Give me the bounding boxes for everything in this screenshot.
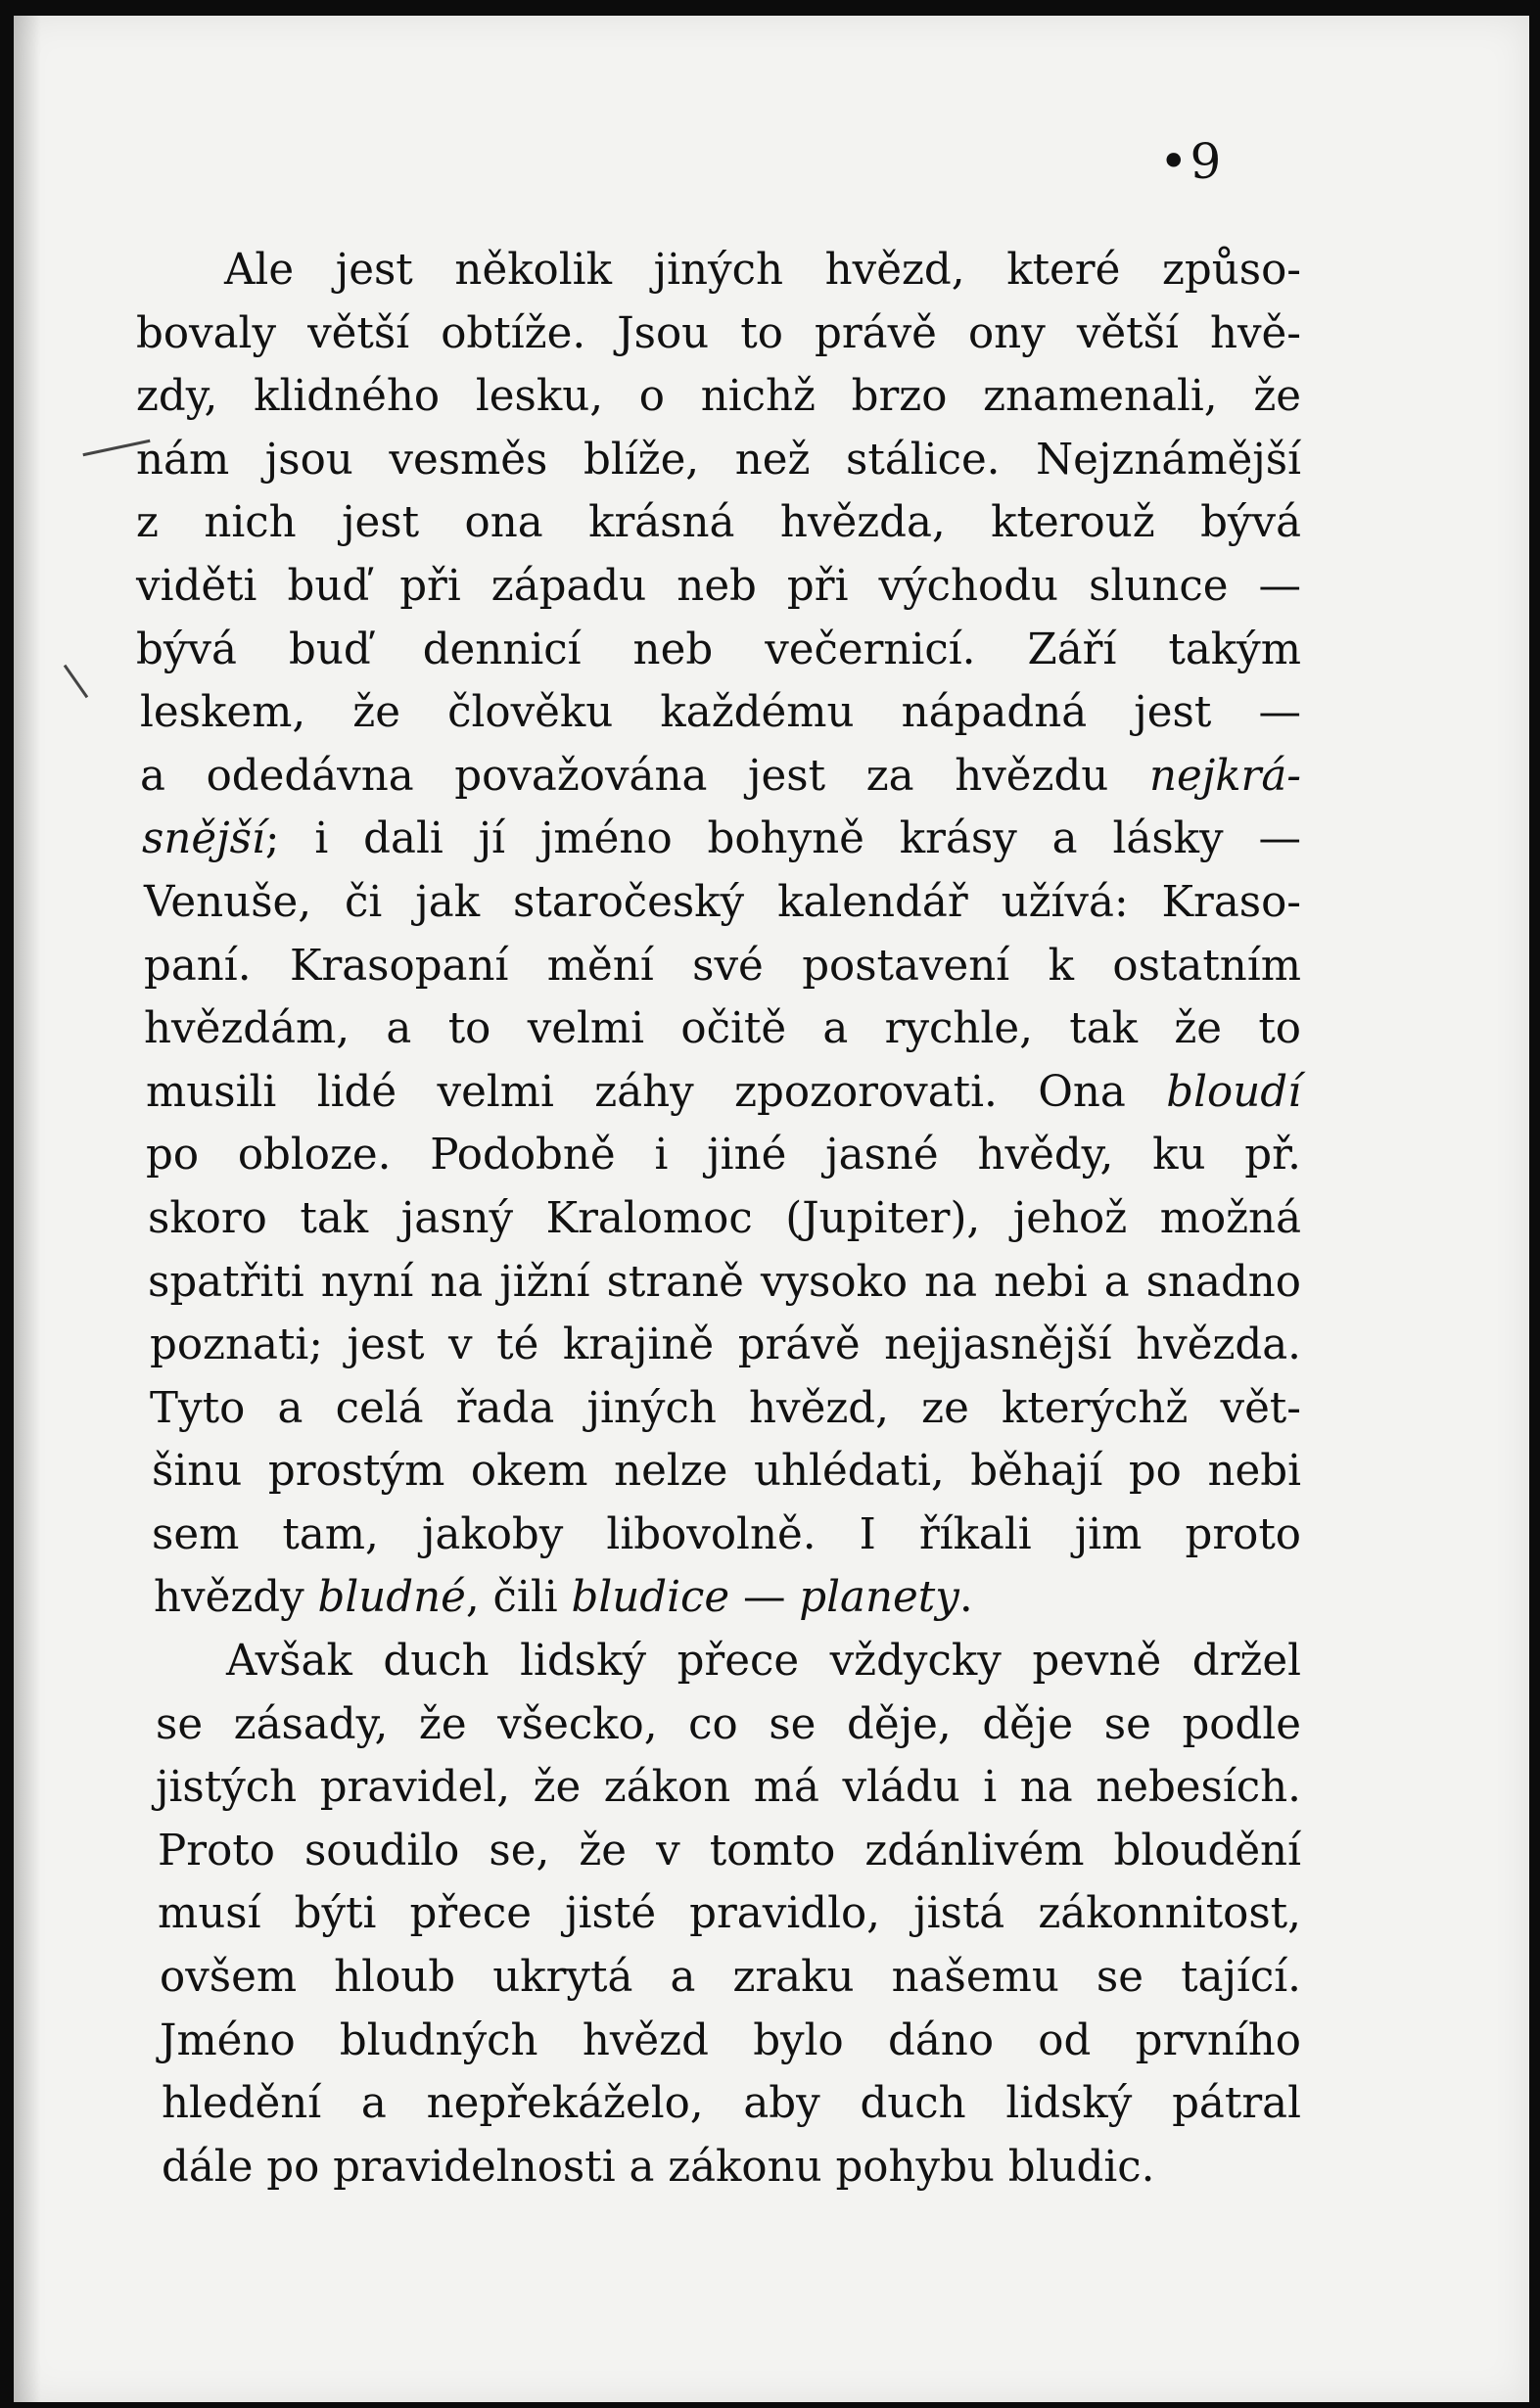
page-number (1159, 133, 1223, 190)
text-segment: se zásady, že všecko, co se děje, děje se podle (156, 1699, 1301, 1749)
text-segment: — (729, 1573, 800, 1623)
text-segment: Tyto a celá řada jiných hvězd, ze kterýchž vět- (150, 1383, 1301, 1433)
text-line (136, 619, 1301, 682)
paragraph (136, 1630, 1301, 2199)
text-line (136, 2136, 1301, 2200)
text-line (136, 745, 1301, 809)
text-segment: , čili (465, 1573, 572, 1623)
text-segment: spatřiti nyní na jižní straně vysoko na nebi a snadno (148, 1257, 1301, 1307)
text-segment: viděti buď při západu neb při východu slunce — (136, 561, 1301, 611)
text-line (136, 1440, 1301, 1504)
text-segment: z nich jest ona krásná hvězda, kterouž bývá (136, 498, 1301, 548)
text-segment: skoro tak jasný Kralomoc (Jupiter), jehož možná (148, 1193, 1301, 1243)
text-line (136, 2072, 1301, 2136)
italic-text: snější (142, 814, 265, 864)
text-segment: po obloze. Podobně i jiné jasné hvědy, ku př. (146, 1131, 1301, 1181)
text-line (136, 1630, 1301, 1693)
text-line (136, 1946, 1301, 2010)
text-line (136, 429, 1301, 492)
text-line (136, 1377, 1301, 1441)
text-line (136, 997, 1301, 1061)
text-line (136, 935, 1301, 998)
text-segment: bovaly větší obtíže. Jsou to právě ony větší hvě- (136, 308, 1301, 358)
text-line (136, 681, 1301, 745)
text-segment: dále po pravidelnosti a zákonu pohybu bludic. (162, 2142, 1155, 2192)
text-line (136, 1820, 1301, 1883)
text-line (136, 1756, 1301, 1820)
text-line (136, 1314, 1301, 1377)
text-segment: musí býti přece jisté pravidlo, jistá zákonnitost, (158, 1889, 1301, 1939)
text-segment: hvězdám, a to velmi očitě a rychle, tak že to (144, 1004, 1301, 1054)
text-segment: leskem, že člověku každému nápadná jest — (140, 688, 1301, 738)
page-number-value: 9 (1190, 133, 1224, 190)
text-segment: zdy, klidného lesku, o nichž brzo znamenali, že (136, 372, 1301, 422)
text-line (136, 1124, 1301, 1187)
text-line (136, 1882, 1301, 1946)
text-line (136, 491, 1301, 555)
text-line (136, 1187, 1301, 1251)
text-segment: sem tam, jakoby libovolně. I říkali jim proto (152, 1509, 1301, 1559)
italic-text: bludné (317, 1573, 466, 1623)
margin-pencil-mark (64, 665, 88, 698)
text-line (136, 871, 1301, 935)
italic-text: planety (799, 1573, 959, 1623)
binding-shadow (14, 16, 41, 2402)
italic-text: bludice (571, 1573, 730, 1623)
text-segment: . (958, 1573, 973, 1623)
text-line (136, 2010, 1301, 2073)
text-segment: jistých pravidel, že zákon má vládu i na nebesích. (156, 1763, 1301, 1813)
paragraph (136, 239, 1301, 1630)
text-segment: Venuše, či jak staročeský kalendář užívá: Kraso- (144, 877, 1301, 927)
text-segment: šinu prostým okem nelze uhlédati, běhají po nebi (152, 1447, 1301, 1497)
text-line (136, 808, 1301, 871)
page-number-dot: • (1159, 133, 1190, 190)
italic-text: nejkrá- (1148, 751, 1301, 801)
text-segment: Avšak duch lidský přece vždycky pevně držel (226, 1637, 1301, 1687)
text-line (136, 365, 1301, 429)
text-segment: ; i dali jí jméno bohyně krásy a lásky — (264, 814, 1301, 864)
book-page (14, 16, 1529, 2402)
text-segment: hledění a nepřekáželo, aby duch lidský pátral (162, 2079, 1301, 2129)
text-line (136, 1693, 1301, 1757)
text-segment: a odedávna považována jest za hvězdu (140, 751, 1149, 801)
text-segment: poznati; jest v té krajině právě nejjasnější hvězda. (150, 1320, 1301, 1370)
text-segment: nám jsou vesměs blíže, než stálice. Nejznámější (136, 435, 1301, 485)
text-segment: hvězdy (154, 1573, 318, 1623)
text-line (136, 302, 1301, 366)
text-line (136, 1061, 1301, 1125)
text-segment: paní. Krasopaní mění své postavení k ostatním (144, 941, 1301, 991)
text-line (136, 1566, 1301, 1630)
italic-text: bloudí (1166, 1067, 1301, 1117)
text-segment: bývá buď dennicí neb večernicí. Září takým (136, 625, 1301, 674)
text-segment: Proto soudilo se, že v tomto zdánlivém bloudění (158, 1826, 1301, 1875)
body-text (136, 239, 1301, 2199)
text-segment: ovšem hloub ukrytá a zraku našemu se tající. (160, 1953, 1301, 2003)
text-line (136, 1504, 1301, 1567)
text-line (136, 239, 1301, 302)
text-segment: Ale jest několik jiných hvězd, které způso- (224, 246, 1301, 295)
text-segment: Jméno bludných hvězd bylo dáno od prvního (160, 2015, 1301, 2065)
text-segment: musili lidé velmi záhy zpozorovati. Ona (146, 1067, 1167, 1117)
text-line (136, 555, 1301, 619)
text-line (136, 1251, 1301, 1315)
